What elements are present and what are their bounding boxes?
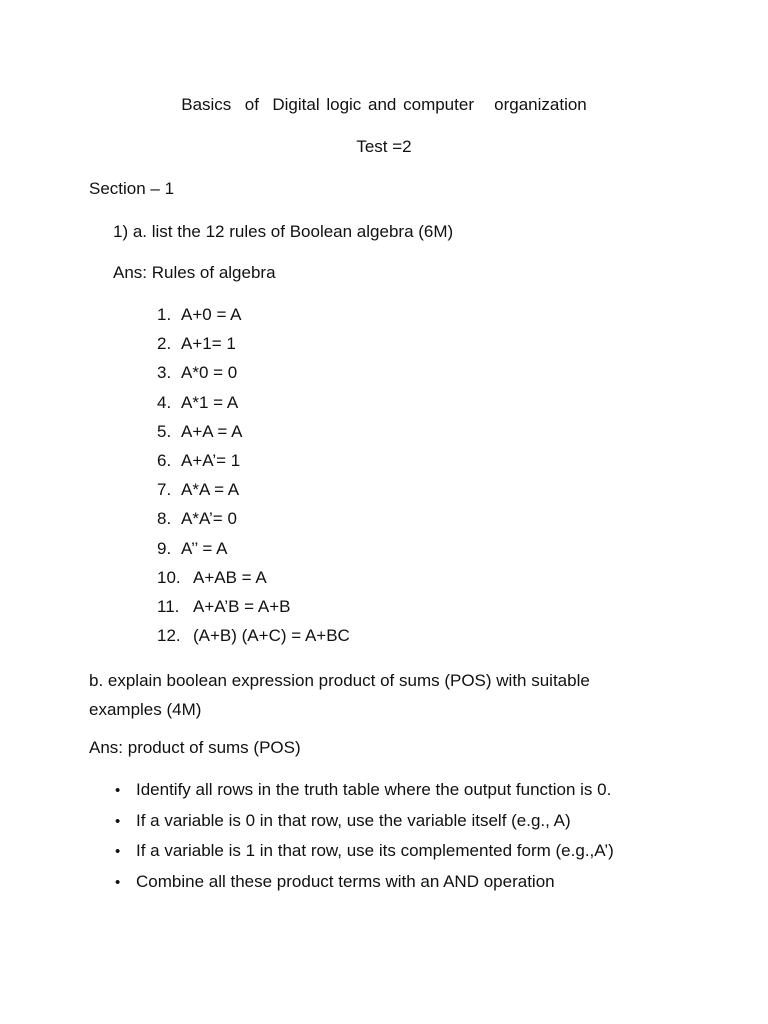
rule-text: (A+B) (A+C) = A+BC [193, 626, 350, 646]
rule-text: A+1= 1 [181, 334, 236, 354]
rule-text: A*A = A [181, 480, 240, 500]
rule-item [157, 393, 350, 422]
rule-number: 3. [157, 363, 172, 383]
rule-item [157, 334, 350, 363]
rule-number: 4. [157, 392, 172, 412]
document-title: Basics of Digital logic and computer organization [181, 95, 587, 114]
rule-text: A*0 = 0 [181, 363, 238, 383]
pos-step-item [115, 841, 614, 872]
boolean-rules-list [157, 305, 350, 655]
rule-text: A+A’= 1 [181, 450, 241, 470]
rule-item [157, 363, 350, 392]
pos-step-item [115, 811, 614, 842]
rule-item [157, 509, 350, 538]
rule-item [157, 451, 350, 480]
pos-step-text: If a variable is 1 in that row, use its complemented form (e.g.,A’) [136, 841, 614, 860]
rule-text: A*1 = A [181, 392, 239, 412]
rule-number: 5. [157, 421, 172, 441]
bullet-icon: • [115, 873, 121, 891]
rule-text: A+A’B = A+B [193, 596, 291, 616]
bullet-icon: • [115, 782, 121, 799]
rule-item [157, 539, 350, 568]
rule-item [157, 422, 350, 451]
rule-text: A+AB = A [193, 567, 267, 587]
rule-text: A’’ = A [181, 538, 228, 558]
pos-step-item [115, 780, 614, 811]
rule-number: 8. [157, 509, 172, 529]
bullet-icon: • [115, 812, 121, 830]
bullet-icon: • [115, 843, 121, 860]
answer-1-heading: Ans: Rules of algebra [113, 263, 276, 282]
rule-item [157, 597, 350, 626]
rule-number: 11. [157, 596, 180, 616]
rule-item [157, 480, 350, 509]
rule-number: 7. [157, 480, 172, 500]
rule-item [157, 305, 350, 334]
pos-step-item [115, 872, 614, 903]
pos-steps-list [115, 780, 614, 902]
test-label: Test =2 [356, 137, 412, 156]
pos-step-text: Identify all rows in the truth table where the output function is 0. [136, 780, 612, 799]
rule-item [157, 626, 350, 655]
question-1b: b. explain boolean expression product of sums (POS) with suitable examples (4M) [89, 671, 590, 719]
rule-number: 12. [157, 626, 181, 646]
question-1a: 1) a. list the 12 rules of Boolean algebra (6M) [113, 222, 454, 241]
rule-number: 9. [157, 538, 172, 558]
pos-step-text: If a variable is 0 in that row, use the variable itself (e.g., A) [136, 810, 571, 830]
section-heading: Section – 1 [89, 179, 175, 198]
answer-2-heading: Ans: product of sums (POS) [89, 738, 301, 757]
rule-text: A+0 = A [181, 305, 242, 324]
rule-item [157, 568, 350, 597]
rule-text: A+A = A [181, 421, 243, 441]
rule-number: 1. [157, 305, 172, 324]
rule-number: 6. [157, 450, 172, 470]
rule-text: A*A’= 0 [181, 509, 237, 529]
rule-number: 2. [157, 334, 172, 354]
rule-number: 10. [157, 567, 181, 587]
pos-step-text: Combine all these product terms with an AND operation [136, 871, 555, 891]
